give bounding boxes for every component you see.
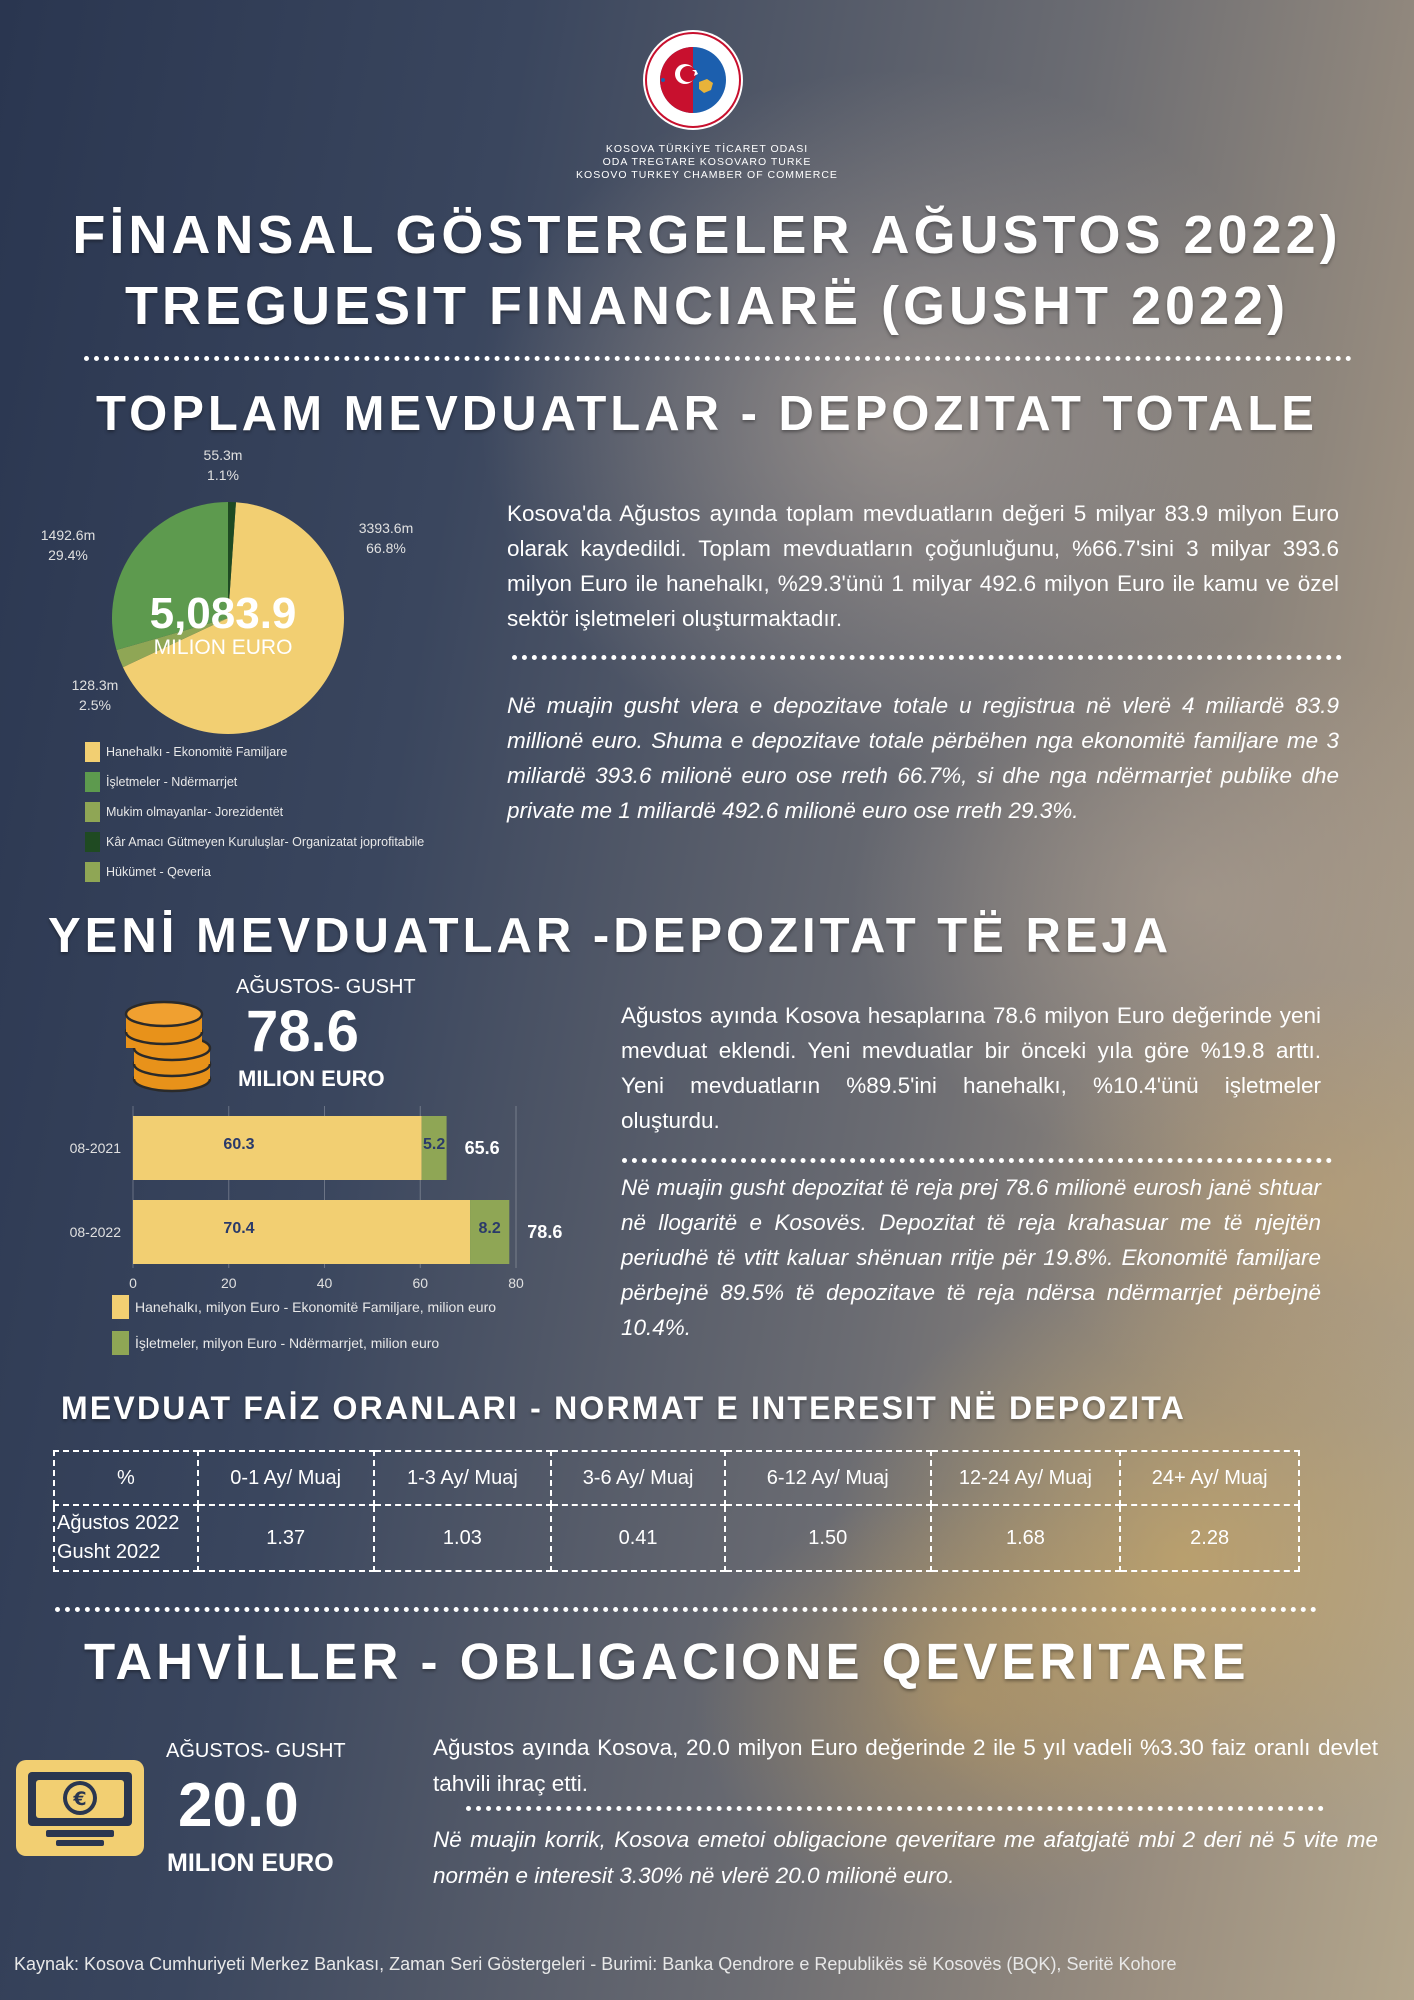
deposits-heading: TOPLAM MEVDUATLAR - DEPOZITAT TOTALE [96, 387, 1318, 441]
bar-legend-item [112, 1296, 496, 1318]
pie-legend-item [85, 742, 424, 762]
title-divider [84, 356, 1352, 361]
pie-pct-label: 29.4% [48, 547, 88, 563]
bar-x-tick-label: 20 [220, 1275, 237, 1291]
pie-pct-label: 2.5% [79, 697, 111, 713]
legend-label: Mukim olmayanlar- Jorezidentët [106, 805, 284, 819]
legend-swatch [112, 1295, 129, 1319]
rates-value-row [54, 1505, 1299, 1571]
legend-swatch [85, 832, 100, 852]
rates-header-cell: % [54, 1451, 198, 1505]
pie-pct-label: 66.8% [366, 540, 406, 556]
bar-total-label: 65.6 [464, 1138, 500, 1158]
rates-value-cell: 0.41 [551, 1505, 725, 1571]
bar-x-tick-label: 80 [508, 1275, 524, 1291]
rates-header-row [54, 1451, 1299, 1505]
legend-swatch [85, 742, 100, 762]
deposits-divider [512, 655, 1342, 660]
legend-label: Kâr Amacı Gütmeyen Kuruluşlar- Organizatat joprofitabile [106, 835, 425, 849]
rates-divider [55, 1607, 1317, 1612]
rates-header-cell: 3-6 Ay/ Muaj [551, 1451, 725, 1505]
logo-line-1: KOSOVA TÜRKİYE TİCARET ODASI [605, 143, 809, 155]
bonds-text-sq: Në muajin korrik, Kosova emetoi obligacione qeveritare me afatgjatë mbi 2 deri në 5 vite me normën e interesit 3.30% në vlerë 20.0 milionë euro. [433, 1827, 1378, 1888]
source-footer: Kaynak: Kosova Cumhuriyeti Merkez Bankası, Zaman Seri Göstergeleri - Burimi: Banka Qendrore e Republikës së Kosovës (BQK), Seritë Kohore [14, 1954, 1177, 1974]
new-deposits-text-tr: Ağustos ayında Kosova hesaplarına 78.6 milyon Euro değerinde yeni mevduat eklendi. Yeni mevduatlar bir önceki yıla göre %19.8 arttı. Yeni mevduatların %89.5'ini hanehalkı, %10.4'ünü işletmeler oluşturdu. [621, 1003, 1321, 1133]
logo-line-3: KOSOVO TURKEY CHAMBER OF COMMERCE [576, 169, 838, 181]
page-title-line-2: TREGUESIT FINANCIARË (GUSHT 2022) [124, 276, 1290, 336]
rates-value-cell: 2.28 [1120, 1505, 1299, 1571]
deposits-text-tr: Kosova'da Ağustos ayında toplam mevduatların değeri 5 milyar 83.9 milyon Euro olarak kaydedildi. Toplam mevduatların çoğunluğunu, %66.7'sini 3 milyar 393.6 milyon Euro ile hanehalkı, %29.3'ünü 1 milyar 492.6 milyon Euro ile kamu ve özel sektör işletmeleri oluşturmaktadır. [507, 501, 1339, 631]
deposits-text-sq: Në muajin gusht vlera e depozitave totale u regjistrua në vlerë 4 miliardë 83.9 millionë euro. Shuma e depozitave totale përbëhen nga ekonomitë familjare me 3 miliardë 393.6 milionë euro ose rreth 66.7%, si dhe nga ndërmarrjet publike dhe private me 1 miliardë 492.6 milionë euro ose rreth 29.3%. [507, 693, 1339, 823]
bar-x-tick-label: 60 [412, 1275, 429, 1291]
new-deposits-divider [622, 1158, 1332, 1163]
rates-value-cell: 1.68 [931, 1505, 1121, 1571]
legend-swatch [85, 862, 100, 882]
legend-label: İşletmeler, milyon Euro - Ndërmarrjet, milion euro [135, 1335, 440, 1351]
bar-legend-item [112, 1332, 496, 1354]
rates-table [53, 1450, 1300, 1572]
coin-stack-icon [120, 984, 230, 1094]
bar-value-label: 60.3 [223, 1136, 255, 1153]
bonds-text-tr: Ağustos ayında Kosova, 20.0 milyon Euro değerinde 2 ile 5 yıl vadeli %3.30 faiz oranlı devlet tahvili ihraç etti. [433, 1735, 1378, 1796]
rates-header-cell: 24+ Ay/ Muaj [1120, 1451, 1299, 1505]
legend-swatch [85, 802, 100, 822]
rates-heading: MEVDUAT FAİZ ORANLARI - NORMAT E INTERESIT NË DEPOZITA [61, 1390, 1187, 1426]
chamber-seal-icon [641, 28, 745, 132]
bar-value-label: 5.2 [423, 1136, 446, 1153]
banknote-euro-icon [14, 1758, 146, 1858]
pie-legend-item [85, 862, 424, 882]
legend-swatch [112, 1331, 129, 1355]
bar-segment [133, 1200, 470, 1264]
rates-row-label [54, 1505, 198, 1571]
logo-line-2: ODA TREGTARE KOSOVARO TURKE [602, 156, 812, 168]
rates-header-cell: 12-24 Ay/ Muaj [931, 1451, 1121, 1505]
rates-value-cell: 1.37 [198, 1505, 374, 1571]
rates-value-cell: 1.03 [374, 1505, 552, 1571]
rates-row-label-tr: Ağustos 2022 [57, 1512, 180, 1534]
bar-x-tick-label: 40 [316, 1275, 333, 1291]
page-title-line-1: FİNANSAL GÖSTERGELER AĞUSTOS 2022) [72, 205, 1342, 265]
pie-pct-label: 1.1% [207, 467, 239, 483]
pie-value-label: 55.3m [203, 447, 243, 463]
bar-category-label: 08-2022 [69, 1224, 121, 1240]
pie-legend [85, 742, 424, 882]
legend-label: Hanehalkı - Ekonomitë Familjare [106, 745, 288, 759]
bonds-unit: MILION EURO [167, 1849, 334, 1877]
pie-value-label: 3393.6m [358, 520, 414, 536]
bar-segment [133, 1116, 422, 1180]
bar-category-label: 08-2021 [69, 1140, 121, 1156]
new-deposits-unit: MILION EURO [238, 1066, 385, 1091]
new-deposits-heading: YENİ MEVDUATLAR -DEPOZITAT TË REJA [48, 909, 1173, 963]
bonds-divider [466, 1806, 1324, 1811]
bar-value-label: 70.4 [223, 1220, 255, 1237]
rates-value-cell: 1.50 [725, 1505, 931, 1571]
rates-header-cell: 0-1 Ay/ Muaj [198, 1451, 374, 1505]
svg-text:€: € [73, 1788, 87, 1810]
pie-legend-item [85, 832, 424, 852]
new-deposits-bar-chart [40, 1098, 620, 1298]
pie-value-label: 1492.6m [40, 527, 96, 543]
pie-total-unit: MILION EURO [153, 636, 293, 659]
chamber-logo [641, 28, 745, 132]
legend-swatch [85, 772, 100, 792]
rates-header-cell: 1-3 Ay/ Muaj [374, 1451, 552, 1505]
bar-legend [112, 1296, 496, 1354]
legend-label: Hanehalkı, milyon Euro - Ekonomitë Familjare, milion euro [135, 1299, 497, 1315]
legend-label: İşletmeler - Ndërmarrjet [106, 775, 238, 789]
bar-x-tick-label: 0 [129, 1275, 137, 1291]
new-deposits-period: AĞUSTOS- GUSHT [236, 976, 416, 998]
bonds-heading: TAHVİLLER - OBLIGACIONE QEVERITARE [84, 1633, 1250, 1690]
rates-header-cell: 6-12 Ay/ Muaj [725, 1451, 931, 1505]
pie-legend-item [85, 802, 424, 822]
rates-row-label-sq: Gusht 2022 [57, 1541, 161, 1563]
rates-table-wrap [53, 1450, 1300, 1572]
pie-total-value: 5,083.9 [149, 589, 297, 638]
legend-label: Hükümet - Qeveria [106, 865, 211, 879]
new-deposits-value: 78.6 [246, 999, 359, 1064]
bar-total-label: 78.6 [527, 1222, 563, 1242]
pie-legend-item [85, 772, 424, 792]
bar-value-label: 8.2 [478, 1220, 501, 1237]
new-deposits-text-sq: Në muajin gusht depozitat të reja prej 78.6 milionë eurosh janë shtuar në llogaritë e Kosovës. Depozitat të reja krahasuar me të njejtën periudhë të vtitt kaluar shënuan rritje për 19.8%. Ekonomitë familjare përbejnë 89.5% të depozitave të reja ndërsa ndërmarrjet përbejnë 10.4%. [621, 1175, 1321, 1340]
bonds-period: AĞUSTOS- GUSHT [166, 1740, 346, 1762]
logo-caption [507, 143, 907, 182]
bonds-value: 20.0 [178, 1771, 299, 1840]
pie-value-label: 128.3m [71, 677, 119, 693]
